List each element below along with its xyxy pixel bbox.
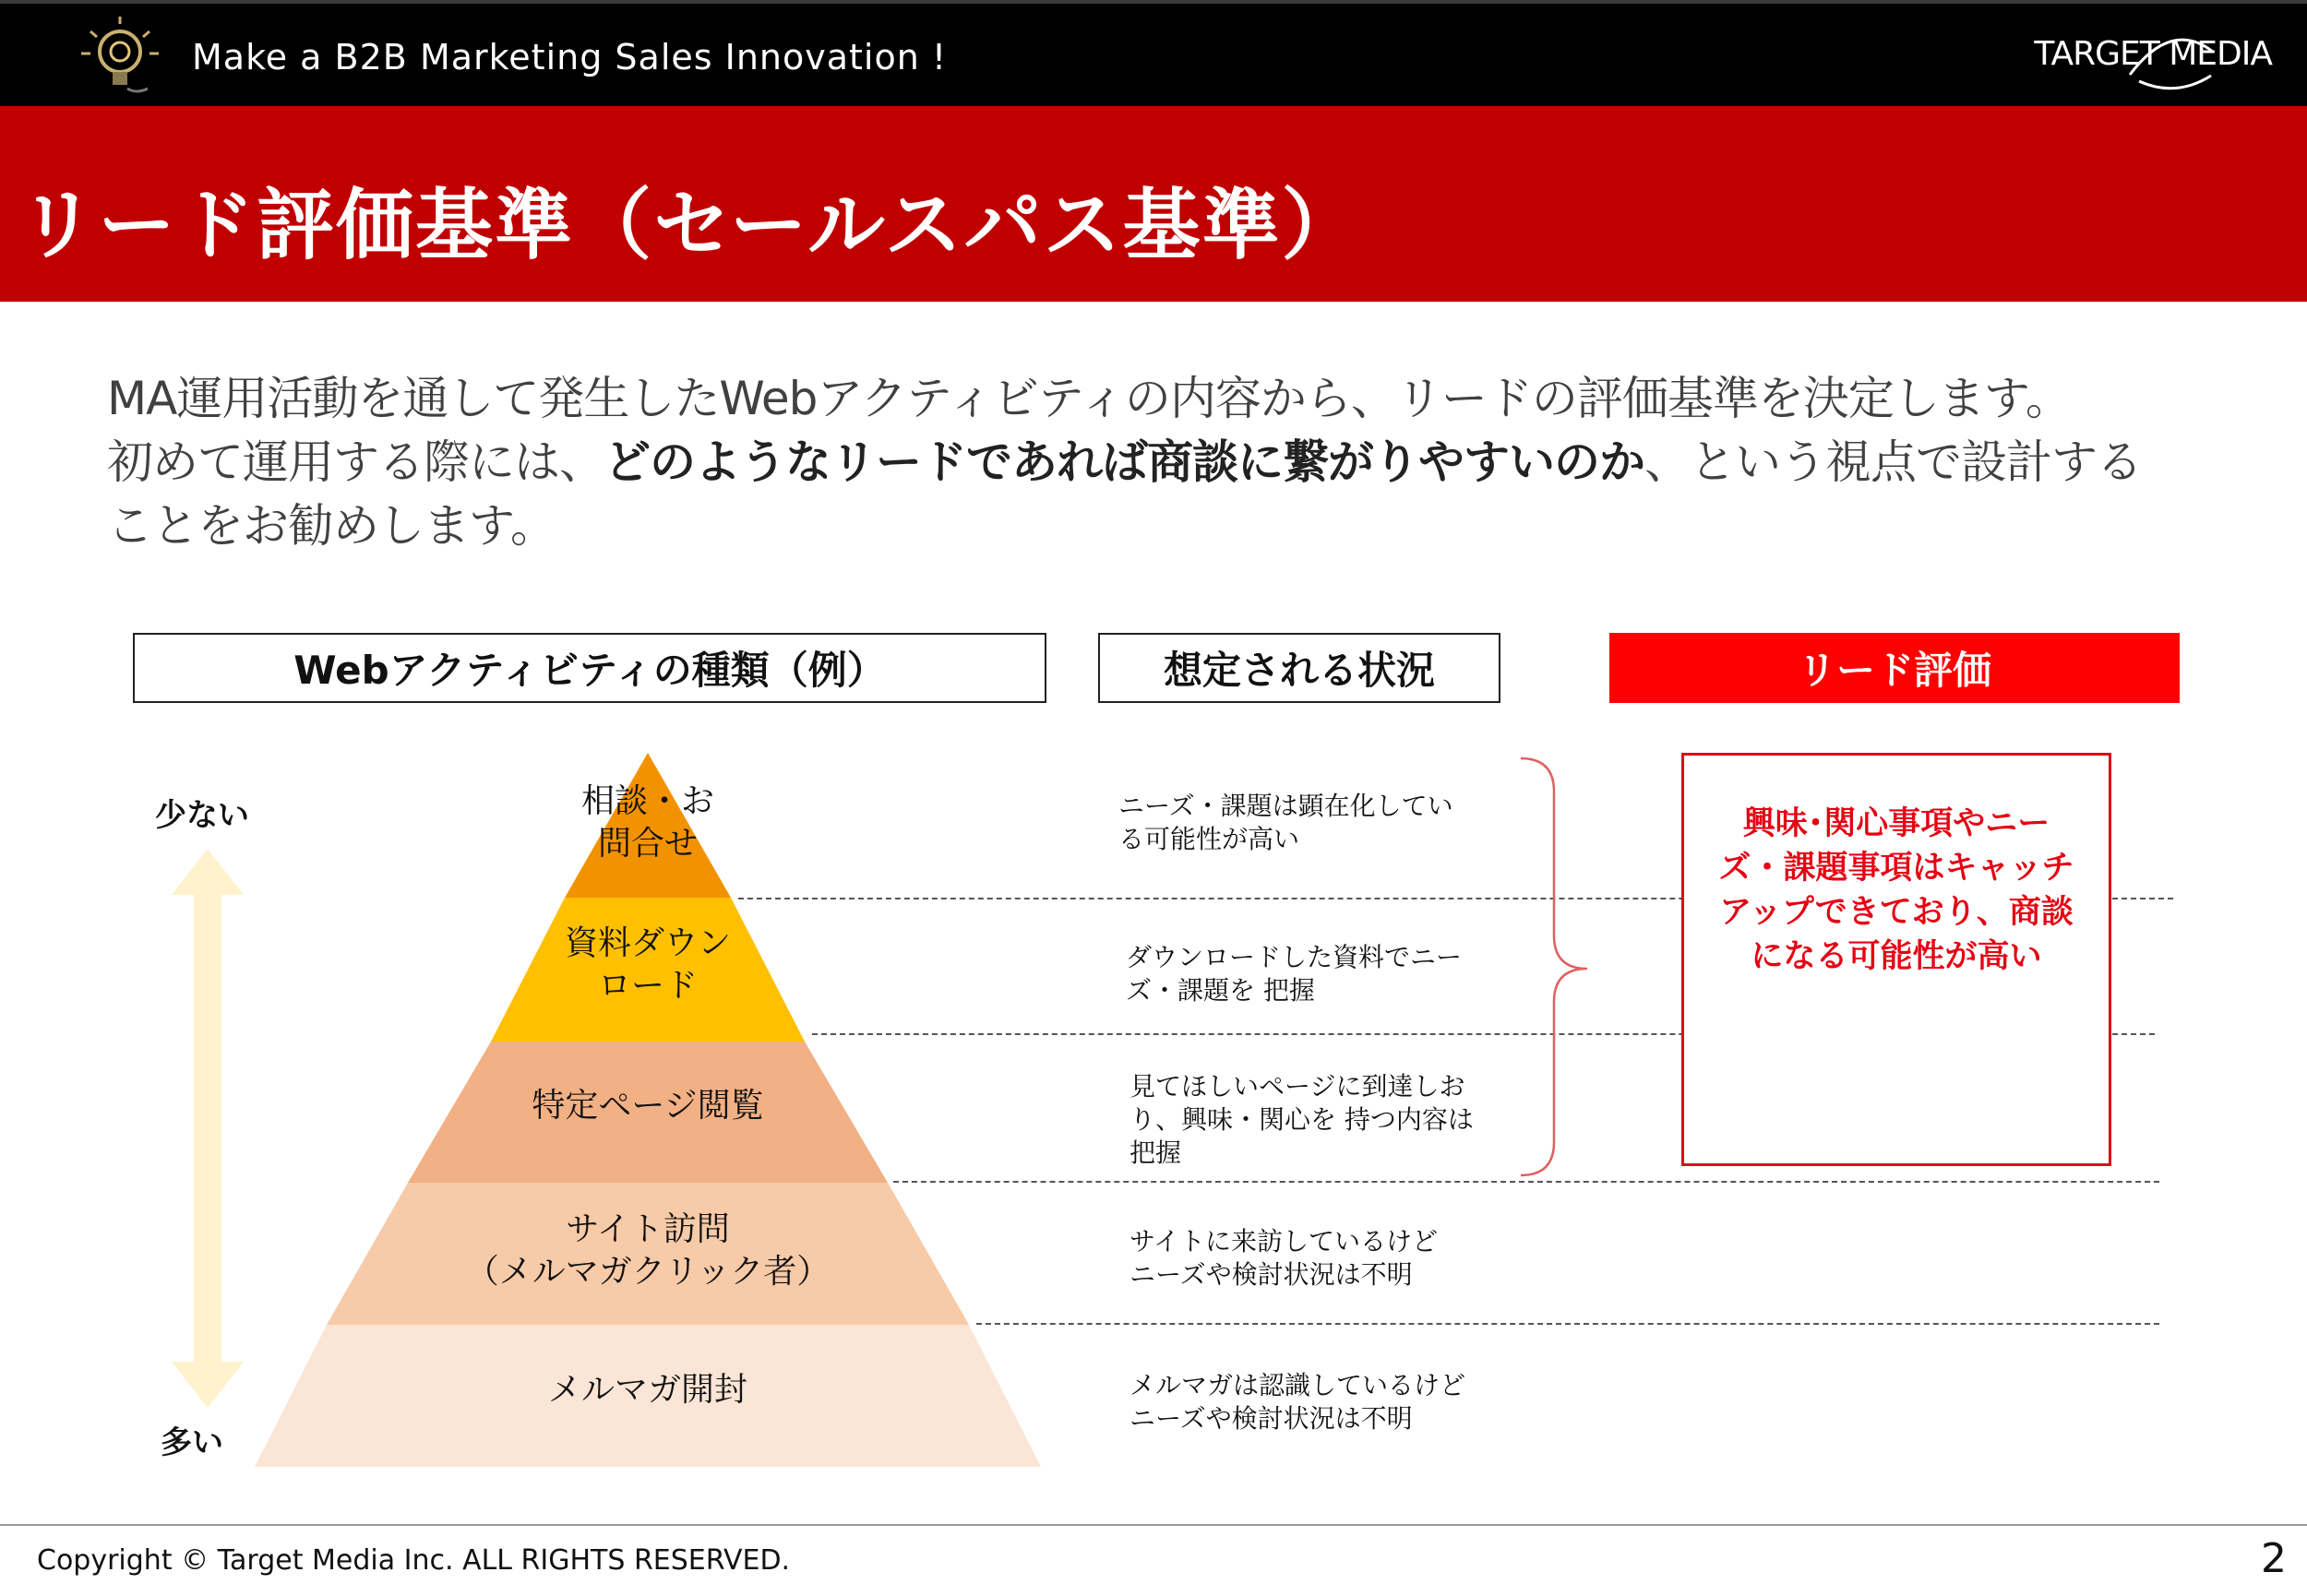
intro-line-2-pre: 初めて運用する際には、: [107, 435, 604, 489]
axis-bottom-label: 多い: [161, 1424, 223, 1461]
page-number: 2: [2261, 1535, 2287, 1582]
situation-1-line-1: ニーズ・課題は顕在化してい: [1118, 791, 1453, 821]
evaluation-column-header: リード評価: [1609, 633, 2180, 703]
evaluation-line-2: ズ・課題事項はキャッチ: [1718, 850, 2074, 887]
row-divider-4: [976, 1323, 2159, 1325]
row-divider-3: [893, 1181, 2159, 1183]
footer-divider: [0, 1524, 2307, 1526]
situation-3-line-1: 見てほしいページに到達しお: [1130, 1071, 1465, 1102]
pyramid-label-3: [532, 1085, 763, 1127]
evaluation-line-1: 興味･関心事項やニー: [1742, 805, 2050, 842]
evaluation-line-3: アップできており、商談: [1719, 894, 2074, 931]
situation-3-line-2: り、興味・関心を 持つ内容は: [1130, 1104, 1474, 1135]
situation-4: [1130, 1225, 1438, 1292]
pyramid-label-5-line-1: メルマガ開封: [547, 1371, 748, 1409]
copyright-text: Copyright © Target Media Inc. ALL RIGHTS RESERVED.: [37, 1544, 791, 1577]
situation-5-line-2: ニーズや検討状況は不明: [1130, 1403, 1413, 1434]
situation-column-header: 想定される状況: [1098, 633, 1500, 703]
lightbulb-icon: [72, 11, 173, 103]
company-logo: TARGET MEDIA: [2034, 35, 2272, 73]
activity-column-header: Webアクティビティの種類（例）: [133, 633, 1046, 703]
pyramid-label-2-line-1: 資料ダウン: [564, 924, 732, 962]
intro-line-1: MA運用活動を通して発生したWebアクティビティの内容から、リードの評価基準を決定します。: [107, 372, 2071, 425]
situation-3-line-3: 把握: [1130, 1137, 1182, 1168]
header-tagline: Make a B2B Marketing Sales Innovation !: [192, 37, 948, 77]
situation-3: [1130, 1070, 1474, 1170]
pyramid-label-4-line-2: （メルマガクリック者）: [465, 1253, 831, 1291]
top-bar: [0, 0, 2307, 106]
situation-2-line-1: ダウンロードした資料でニー: [1126, 942, 1463, 972]
intro-paragraph: [107, 367, 2229, 558]
pyramid-label-2: [565, 923, 731, 1007]
pyramid-label-4: [466, 1209, 831, 1293]
situation-1: [1118, 790, 1453, 856]
situation-2-line-2: ズ・課題を 把握: [1126, 975, 1315, 1006]
axis-top-label: 少ない: [155, 797, 249, 834]
situation-2: [1126, 941, 1462, 1007]
intro-line-2: [107, 431, 2229, 494]
page-title: リード評価基準（セールスパス基準）: [18, 180, 1361, 270]
pyramid-label-5: [548, 1369, 747, 1411]
pyramid-label-4-line-1: サイト訪問: [566, 1210, 730, 1248]
intro-line-2-post: 、という視点で設計する: [1644, 435, 2142, 489]
quantity-arrow-icon: [172, 849, 244, 1408]
pyramid-label-1-line-2: 問合せ: [597, 825, 699, 863]
situation-4-line-2: ニーズや検討状況は不明: [1130, 1259, 1413, 1290]
situation-4-line-1: サイトに来訪しているけど: [1130, 1226, 1439, 1257]
pyramid-label-1: [581, 780, 714, 865]
evaluation-line-4: になる可能性が高い: [1751, 938, 2042, 975]
situation-5: [1130, 1369, 1465, 1435]
lead-evaluation-box: [1681, 753, 2111, 1166]
pyramid-label-1-line-1: 相談・お: [580, 782, 715, 820]
title-bar: [0, 106, 2307, 302]
lead-evaluation-text: [1684, 802, 2109, 979]
pyramid-label-2-line-2: ロード: [597, 967, 699, 1005]
intro-emphasis: どのようなリードであれば商談に繋がりやすいのか: [604, 435, 1644, 489]
right-brace-icon: [1517, 755, 1591, 1179]
intro-line-3: ことをお勧めします。: [107, 499, 556, 553]
pyramid-label-3-line-1: 特定ページ閲覧: [532, 1087, 764, 1125]
situation-1-line-2: る可能性が高い: [1118, 824, 1300, 854]
situation-5-line-1: メルマガは認識しているけど: [1130, 1370, 1466, 1400]
